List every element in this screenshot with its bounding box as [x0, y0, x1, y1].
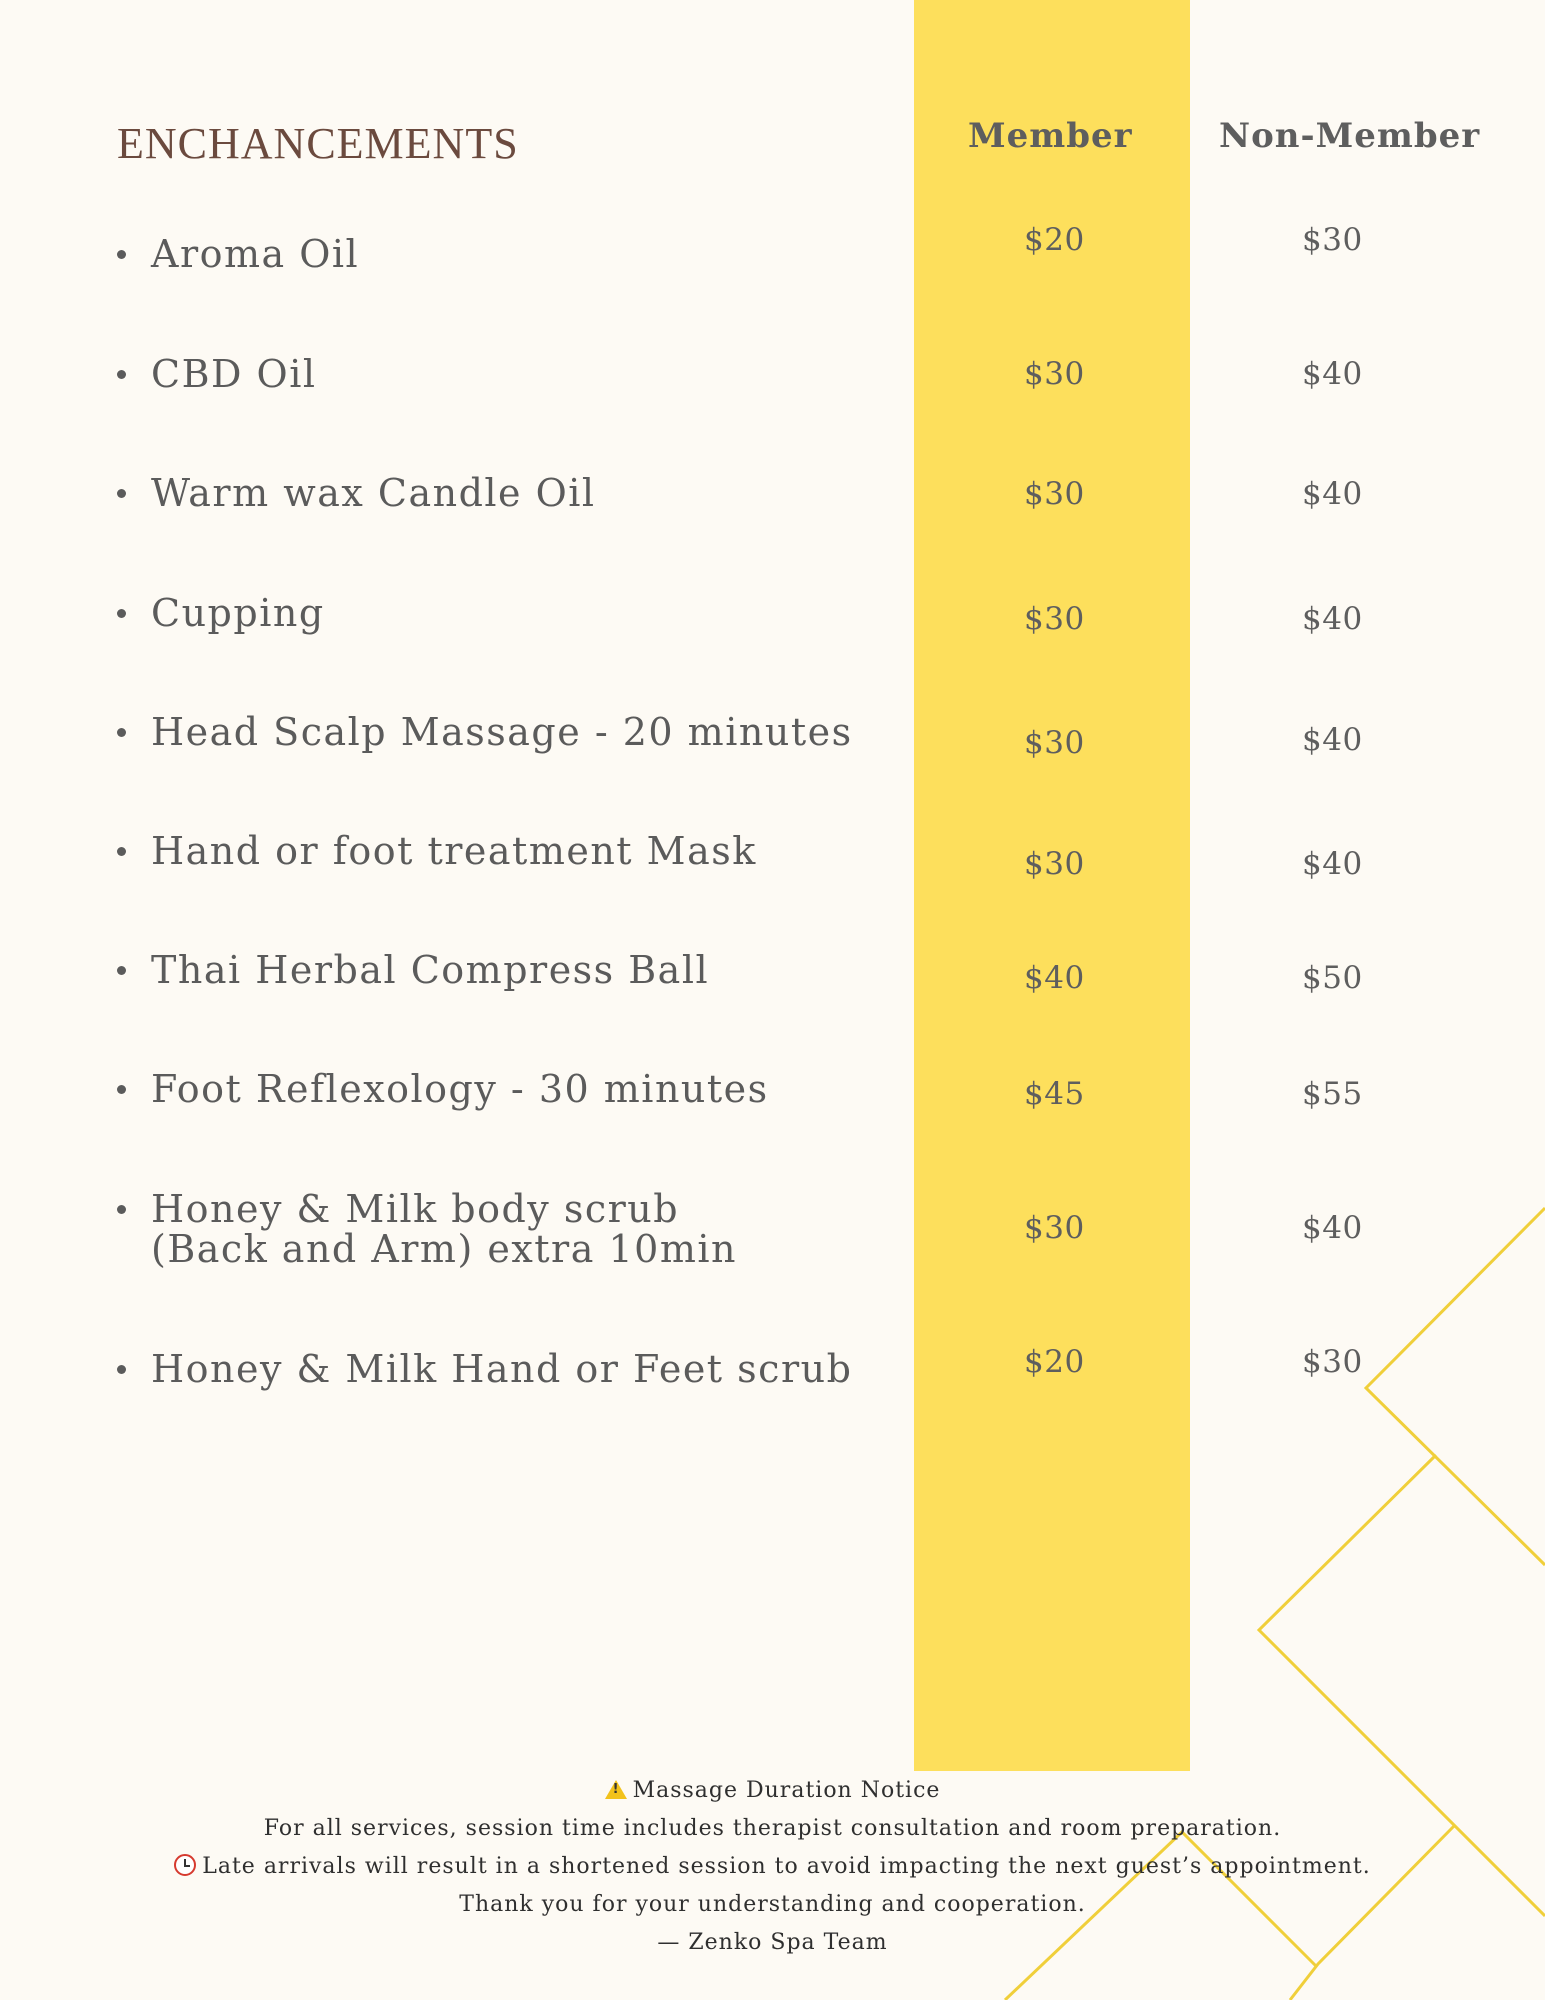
item-name: Hand or foot treatment Mask [151, 829, 757, 873]
non-member-price: $40 [1302, 1210, 1363, 1246]
non-member-column-header: Non-Member [1219, 116, 1481, 156]
bullet-icon [117, 1085, 126, 1094]
non-member-price: $40 [1302, 356, 1363, 392]
member-price: $30 [1024, 601, 1085, 637]
list-item [117, 593, 877, 633]
item-name-line1: Honey & Milk body scrub [151, 1187, 680, 1231]
bullet-icon [117, 1365, 126, 1374]
item-name: Honey & Milk Hand or Feet scrub [151, 1347, 853, 1391]
notice-line-1: For all services, session time includes therapist consultation and room preparation. [263, 1816, 1282, 1841]
item-name: Aroma Oil [151, 232, 360, 276]
list-item [117, 473, 877, 513]
item-name-line2: (Back and Arm) extra 10min [151, 1227, 737, 1271]
list-item [117, 831, 877, 871]
item-name: Cupping [151, 591, 325, 635]
item-name: Foot Reflexology - 30 minutes [151, 1067, 769, 1111]
notice-line-2-row [0, 1848, 1545, 1886]
bullet-icon [117, 847, 126, 856]
bullet-icon [117, 609, 126, 618]
notice-signature: — Zenko Spa Team [657, 1930, 888, 1955]
item-name: Head Scalp Massage - 20 minutes [151, 710, 853, 754]
bullet-icon [117, 250, 126, 259]
notice-line-3: Thank you for your understanding and cooperation. [459, 1892, 1086, 1917]
duration-notice [0, 1772, 1545, 1962]
bullet-icon [117, 370, 126, 379]
non-member-price: $50 [1302, 960, 1363, 996]
member-price: $30 [1024, 1210, 1085, 1246]
bullet-icon [117, 1205, 126, 1214]
non-member-price: $30 [1302, 1344, 1363, 1380]
notice-heading: Massage Duration Notice [632, 1778, 941, 1803]
member-price: $30 [1024, 476, 1085, 512]
non-member-price: $30 [1302, 222, 1363, 258]
item-name: Warm wax Candle Oil [151, 471, 596, 515]
list-item [117, 234, 877, 274]
member-price: $30 [1024, 725, 1085, 761]
item-name [151, 1189, 737, 1269]
bullet-icon [117, 489, 126, 498]
list-item [117, 354, 877, 394]
member-price: $45 [1024, 1076, 1085, 1112]
member-price: $30 [1024, 356, 1085, 392]
non-member-price: $55 [1302, 1076, 1363, 1112]
bullet-icon [117, 728, 126, 737]
notice-line-2: Late arrivals will result in a shortened session to avoid impacting the next guest’s appointment. [202, 1854, 1371, 1879]
bullet-icon [117, 966, 126, 975]
member-price: $20 [1024, 1344, 1085, 1380]
non-member-price: $40 [1302, 476, 1363, 512]
page-title: ENCHANCEMENTS [117, 119, 519, 168]
list-item [117, 1069, 877, 1109]
item-name: Thai Herbal Compress Ball [151, 948, 710, 992]
item-name: CBD Oil [151, 352, 317, 396]
non-member-price: $40 [1302, 601, 1363, 637]
member-column-header: Member [968, 116, 1133, 156]
warning-icon [605, 1780, 627, 1799]
member-price: $20 [1024, 222, 1085, 258]
list-item [117, 1349, 877, 1389]
list-item [117, 712, 877, 752]
member-price: $40 [1024, 960, 1085, 996]
notice-heading-line [0, 1772, 1545, 1810]
member-column-band [914, 0, 1190, 1771]
non-member-price: $40 [1302, 846, 1363, 882]
list-item [117, 950, 877, 990]
alarm-clock-icon [174, 1854, 196, 1876]
list-item [117, 1189, 877, 1269]
non-member-price: $40 [1302, 722, 1363, 758]
member-price: $30 [1024, 846, 1085, 882]
